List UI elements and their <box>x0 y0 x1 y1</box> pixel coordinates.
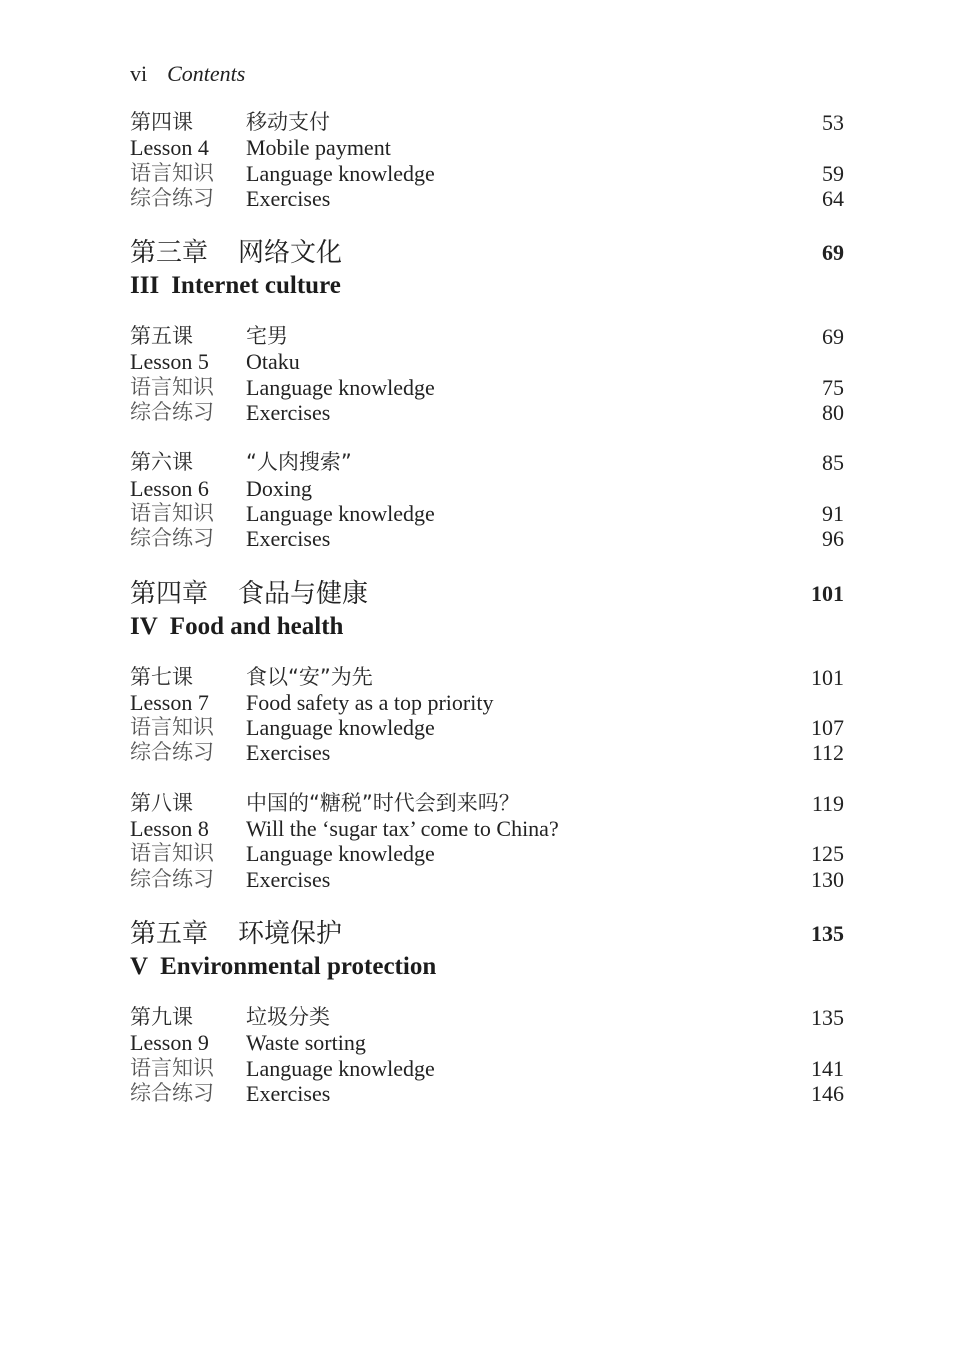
chapter-title-en: Food and health <box>169 612 344 640</box>
lesson-label-en: Lesson 8 <box>130 816 209 842</box>
lesson-label-cn: 第四课 <box>130 110 193 134</box>
knowledge-label-en: Language knowledge <box>246 841 435 867</box>
lesson-title-cn: 中国的“糖税”时代会到来吗？ <box>246 790 520 815</box>
chapter-page-number: 101 <box>811 580 844 606</box>
knowledge-label-en: Language knowledge <box>246 1055 435 1081</box>
knowledge-label-cn: 语言知识 <box>130 1055 214 1080</box>
page-number: 119 <box>811 790 844 816</box>
toc-lesson-4 <box>130 110 844 211</box>
toc-entry-lesson-8-en[interactable] <box>130 816 844 841</box>
toc-entry-exercises[interactable] <box>130 186 844 211</box>
lesson-title-en: Mobile payment <box>246 135 391 161</box>
chapter-number-cn: 第五章 <box>130 918 209 949</box>
toc-entry-exercises[interactable] <box>130 867 844 892</box>
toc-entry-language-knowledge[interactable] <box>130 375 844 400</box>
lesson-title-cn: 垃圾分类 <box>246 1004 330 1029</box>
chapter-heading-en <box>130 951 844 983</box>
exercises-label-en: Exercises <box>246 866 331 892</box>
toc-entry-language-knowledge[interactable] <box>130 501 844 526</box>
exercises-label-en: Exercises <box>246 526 331 552</box>
lesson-title-en: Food safety as a top priority <box>246 689 494 715</box>
toc-entry-language-knowledge[interactable] <box>130 1056 844 1081</box>
chapter-number-cn: 第四章 <box>130 578 209 609</box>
chapter-title-cn: 网络文化 <box>238 238 343 269</box>
page-number: 135 <box>811 1004 844 1030</box>
knowledge-label-en: Language knowledge <box>246 715 435 741</box>
lesson-title-en: Otaku <box>246 349 300 375</box>
exercises-label-cn: 综合练习 <box>130 185 214 210</box>
chapter-number-cn: 第三章 <box>130 238 209 269</box>
chapter-heading-en <box>130 611 844 643</box>
page-number: 80 <box>822 400 844 426</box>
exercises-label-en: Exercises <box>246 185 331 211</box>
chapter-title-cn: 食品与健康 <box>238 578 369 609</box>
toc-entry-lesson-4-en[interactable] <box>130 135 844 160</box>
chapter-page-number: 135 <box>811 920 844 946</box>
chapter-heading-en <box>130 270 844 302</box>
exercises-label-cn: 综合练习 <box>130 740 214 765</box>
knowledge-label-en: Language knowledge <box>246 374 435 400</box>
toc-lesson-6 <box>130 450 844 551</box>
page-number: 53 <box>822 110 844 135</box>
toc-entry-exercises[interactable] <box>130 740 844 765</box>
knowledge-label-cn: 语言知识 <box>130 841 214 866</box>
exercises-label-en: Exercises <box>246 740 331 766</box>
table-of-contents <box>130 110 844 1131</box>
lesson-label-en: Lesson 4 <box>130 135 209 161</box>
chapter-page-number: 69 <box>822 240 844 266</box>
lesson-title-en: Doxing <box>246 475 312 501</box>
chapter-heading-cn <box>130 236 844 270</box>
chapter-roman-numeral: V <box>130 952 149 980</box>
lesson-title-cn: “人肉搜索” <box>246 450 352 475</box>
exercises-label-cn: 综合练习 <box>130 526 214 551</box>
page-number: 141 <box>811 1055 844 1081</box>
exercises-label-cn: 综合练习 <box>130 400 214 425</box>
toc-entry-exercises[interactable] <box>130 526 844 551</box>
toc-entry-language-knowledge[interactable] <box>130 715 844 740</box>
page-number: 130 <box>811 866 844 892</box>
toc-entry-exercises[interactable] <box>130 1081 844 1106</box>
chapter-title-en: Internet culture <box>171 272 341 300</box>
chapter-title-en: Environmental protection <box>160 952 437 980</box>
page-folio: vi <box>130 61 148 86</box>
lesson-label-cn: 第五课 <box>130 324 193 349</box>
toc-chapter-4[interactable] <box>130 577 844 643</box>
lesson-title-cn: 移动支付 <box>246 110 330 134</box>
toc-chapter-5[interactable] <box>130 917 844 983</box>
page-number: 107 <box>811 715 844 741</box>
lesson-label-en: Lesson 9 <box>130 1030 209 1056</box>
exercises-label-cn: 综合练习 <box>130 866 214 891</box>
lesson-label-cn: 第六课 <box>130 450 193 475</box>
lesson-label-en: Lesson 6 <box>130 475 209 501</box>
running-head-title: Contents <box>167 61 246 86</box>
toc-lesson-5 <box>130 324 844 425</box>
chapter-roman-numeral: IV <box>130 612 158 640</box>
toc-lesson-9 <box>130 1005 844 1106</box>
page-number: 96 <box>822 526 844 552</box>
toc-entry-lesson-5-en[interactable] <box>130 349 844 374</box>
toc-entry-lesson-7-cn[interactable] <box>130 665 844 690</box>
lesson-label-cn: 第九课 <box>130 1004 193 1029</box>
chapter-title-cn: 环境保护 <box>238 918 343 949</box>
page-number: 85 <box>822 450 844 476</box>
page-number: 69 <box>822 324 844 350</box>
toc-entry-lesson-8-cn[interactable] <box>130 791 844 816</box>
toc-entry-language-knowledge[interactable] <box>130 841 844 866</box>
knowledge-label-en: Language knowledge <box>246 500 435 526</box>
lesson-label-en: Lesson 5 <box>130 349 209 375</box>
page-number: 75 <box>822 374 844 400</box>
lesson-title-en: Waste sorting <box>246 1030 366 1056</box>
toc-chapter-3[interactable] <box>130 236 844 302</box>
page-number: 59 <box>822 160 844 186</box>
toc-lesson-7 <box>130 665 844 766</box>
toc-entry-lesson-9-cn[interactable] <box>130 1005 844 1030</box>
page-number: 112 <box>811 740 844 766</box>
knowledge-label-en: Language knowledge <box>246 160 435 186</box>
toc-entry-lesson-5-cn[interactable] <box>130 324 844 349</box>
exercises-label-en: Exercises <box>246 1080 331 1106</box>
page-number: 91 <box>822 500 844 526</box>
toc-entry-language-knowledge[interactable] <box>130 161 844 186</box>
toc-entry-lesson-4-cn[interactable] <box>130 110 844 135</box>
lesson-label-en: Lesson 7 <box>130 689 209 715</box>
chapter-roman-numeral: III <box>130 272 160 300</box>
page-number: 125 <box>811 841 844 867</box>
running-head <box>130 60 245 88</box>
page-number: 64 <box>822 185 844 211</box>
toc-entry-lesson-9-en[interactable] <box>130 1030 844 1055</box>
lesson-title-cn: 宅男 <box>246 324 288 349</box>
knowledge-label-cn: 语言知识 <box>130 374 214 399</box>
toc-lesson-8 <box>130 791 844 892</box>
page-number: 101 <box>811 664 844 690</box>
knowledge-label-cn: 语言知识 <box>130 715 214 740</box>
page-number: 146 <box>811 1080 844 1106</box>
lesson-title-en: Will the ‘sugar tax’ come to China? <box>246 816 559 842</box>
toc-entry-exercises[interactable] <box>130 400 844 425</box>
exercises-label-cn: 综合练习 <box>130 1080 214 1105</box>
toc-entry-lesson-7-en[interactable] <box>130 690 844 715</box>
toc-entry-lesson-6-cn[interactable] <box>130 450 844 475</box>
lesson-label-cn: 第八课 <box>130 790 193 815</box>
toc-entry-lesson-6-en[interactable] <box>130 476 844 501</box>
chapter-heading-cn <box>130 577 844 611</box>
chapter-heading-cn <box>130 917 844 951</box>
knowledge-label-cn: 语言知识 <box>130 500 214 525</box>
knowledge-label-cn: 语言知识 <box>130 160 214 185</box>
lesson-title-cn: 食以“安”为先 <box>246 664 373 689</box>
exercises-label-en: Exercises <box>246 400 331 426</box>
lesson-label-cn: 第七课 <box>130 664 193 689</box>
